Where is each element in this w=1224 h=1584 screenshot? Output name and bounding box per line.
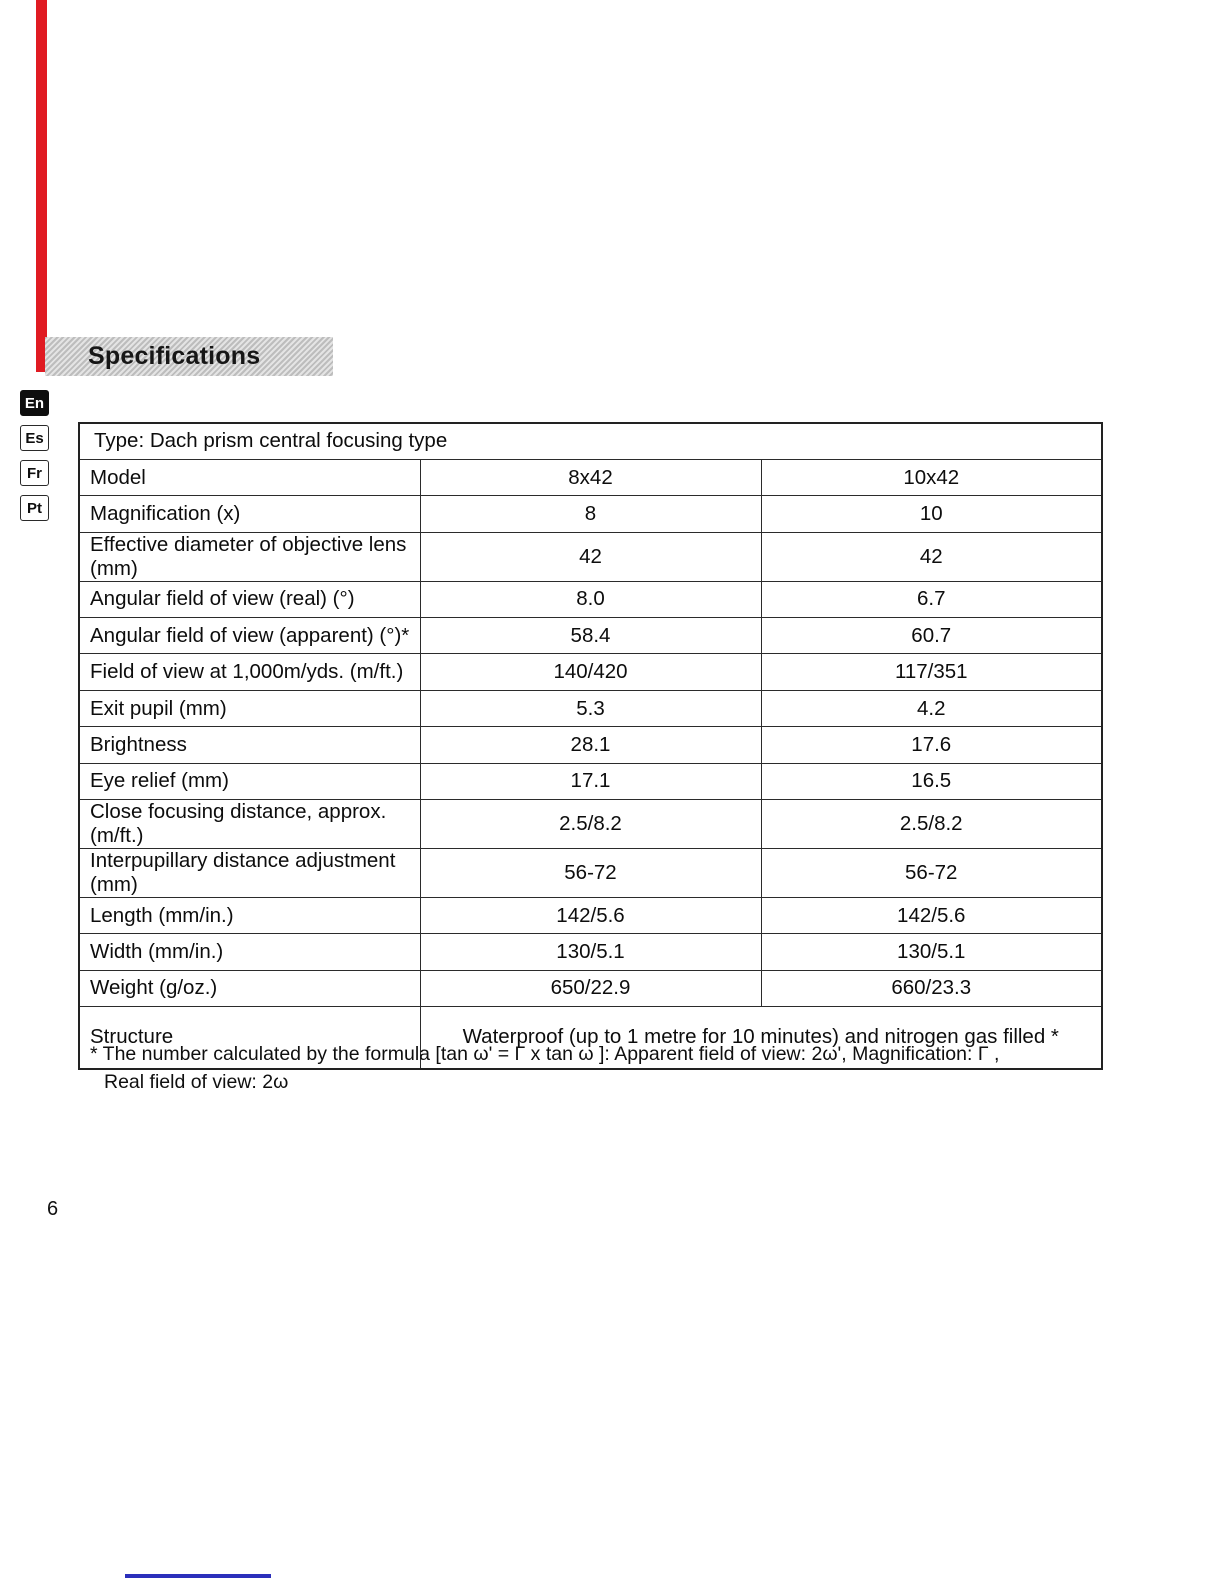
footnote-line-1: * The number calculated by the formula [tan ω' = Γ x tan ω ]: Apparent field of view: 2ω', Magnification: Γ ,: [90, 1043, 1000, 1065]
table-row: [79, 532, 1102, 581]
red-edge-bar: [36, 0, 47, 372]
section-title: Specifications: [88, 342, 261, 370]
spec-label: Interpupillary distance adjustment (mm): [79, 849, 420, 898]
table-row: [79, 763, 1102, 799]
spec-label: Structure: [79, 1007, 420, 1069]
section-header: [45, 337, 333, 376]
spec-label: Angular field of view (real) (°): [79, 581, 420, 617]
spec-value-10x42: 4.2: [761, 690, 1102, 726]
lang-badge-pt: Pt: [20, 495, 49, 521]
spec-value-8x42: 58.4: [420, 618, 761, 654]
spec-value-8x42: 42: [420, 532, 761, 581]
table-row: [79, 727, 1102, 763]
spec-value-10x42: 10x42: [761, 459, 1102, 495]
spec-label: Model: [79, 459, 420, 495]
table-row: [79, 934, 1102, 970]
spec-label: Exit pupil (mm): [79, 690, 420, 726]
spec-value-10x42: 2.5/8.2: [761, 800, 1102, 849]
spec-label: Close focusing distance, approx. (m/ft.): [79, 800, 420, 849]
spec-value-8x42: 130/5.1: [420, 934, 761, 970]
table-row: [79, 898, 1102, 934]
spec-value-8x42: 2.5/8.2: [420, 800, 761, 849]
spec-value-8x42: 650/22.9: [420, 970, 761, 1006]
spec-value-10x42: 42: [761, 532, 1102, 581]
footnote: [90, 1040, 1108, 1097]
spec-value-10x42: 56-72: [761, 849, 1102, 898]
spec-value-10x42: 660/23.3: [761, 970, 1102, 1006]
spec-value-8x42: 8x42: [420, 459, 761, 495]
type-cell: Type: Dach prism central focusing type: [79, 423, 1102, 459]
spec-value-8x42: 28.1: [420, 727, 761, 763]
spec-value-8x42: 5.3: [420, 690, 761, 726]
table-row: [79, 618, 1102, 654]
lang-badge-fr: Fr: [20, 460, 49, 486]
spec-label: Width (mm/in.): [79, 934, 420, 970]
spec-table: [78, 422, 1103, 1070]
spec-label: Effective diameter of objective lens (mm): [79, 532, 420, 581]
table-row: [79, 690, 1102, 726]
table-row: [79, 654, 1102, 690]
spec-label: Magnification (x): [79, 496, 420, 532]
table-row: [79, 970, 1102, 1006]
scan-artifact-line: [125, 1574, 271, 1578]
spec-value-10x42: 17.6: [761, 727, 1102, 763]
spec-value-8x42: 140/420: [420, 654, 761, 690]
table-row: [79, 496, 1102, 532]
lang-badge-es: Es: [20, 425, 49, 451]
spec-label: Weight (g/oz.): [79, 970, 420, 1006]
structure-value: Waterproof (up to 1 metre for 10 minutes) and nitrogen gas filled *: [420, 1007, 1102, 1069]
table-row: [79, 459, 1102, 495]
table-row: [79, 800, 1102, 849]
table-row: [79, 849, 1102, 898]
spec-value-8x42: 56-72: [420, 849, 761, 898]
spec-value-10x42: 117/351: [761, 654, 1102, 690]
spec-value-8x42: 17.1: [420, 763, 761, 799]
spec-label: Field of view at 1,000m/yds. (m/ft.): [79, 654, 420, 690]
spec-label: Length (mm/in.): [79, 898, 420, 934]
lang-badge-en: En: [20, 390, 49, 416]
spec-label: Brightness: [79, 727, 420, 763]
spec-value-10x42: 130/5.1: [761, 934, 1102, 970]
spec-value-10x42: 16.5: [761, 763, 1102, 799]
language-tab-column: [20, 390, 49, 521]
page-number: 6: [47, 1198, 59, 1220]
table-row: [79, 581, 1102, 617]
table-row-type: [79, 423, 1102, 459]
spec-label: Angular field of view (apparent) (°)*: [79, 618, 420, 654]
spec-label: Eye relief (mm): [79, 763, 420, 799]
spec-value-8x42: 142/5.6: [420, 898, 761, 934]
spec-value-8x42: 8: [420, 496, 761, 532]
spec-value-10x42: 6.7: [761, 581, 1102, 617]
spec-value-8x42: 8.0: [420, 581, 761, 617]
spec-value-10x42: 142/5.6: [761, 898, 1102, 934]
footnote-line-2: Real field of view: 2ω: [104, 1071, 289, 1094]
spec-value-10x42: 10: [761, 496, 1102, 532]
spec-value-10x42: 60.7: [761, 618, 1102, 654]
